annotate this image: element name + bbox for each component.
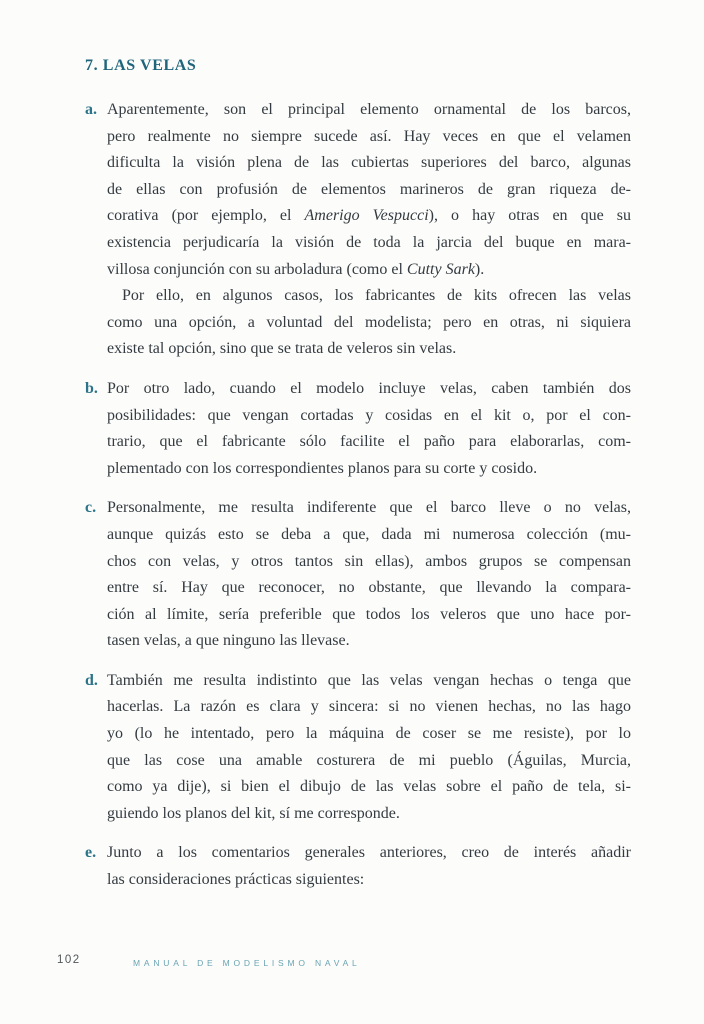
text-line: También me resulta indistinto que las velas vengan hechas o tenga que xyxy=(107,671,631,689)
text-line: existencia perjudicaría la visión de toda la jarcia del buque en mara- xyxy=(107,233,631,251)
text-line: pero realmente no siempre sucede así. Hay veces en que el velamen xyxy=(107,127,631,145)
section-heading: 7. LAS VELAS xyxy=(85,57,197,74)
paragraphs xyxy=(85,97,631,894)
text-line: Por ello, en algunos casos, los fabricantes de kits ofrecen las velas xyxy=(122,287,631,305)
text-line: Por otro lado, cuando el modelo incluye velas, caben también dos xyxy=(107,379,631,397)
text-line: de ellas con profusión de elementos marineros de gran riqueza de- xyxy=(107,180,631,198)
text-line: aunque quizás esto se deba a que, dada mi numerosa colección (mu- xyxy=(107,525,631,543)
text-line: plementado con los correspondientes planos para su corte y cosido. xyxy=(107,459,538,477)
text-line: corativa (por ejemplo, el Amerigo Vespucci), o hay otras en que su xyxy=(107,207,631,225)
text-line: hacerlas. La razón es clara y sincera: si no vienen hechas, no las hago xyxy=(107,698,631,716)
paragraph-label: d. xyxy=(85,671,98,689)
page-content xyxy=(85,56,631,907)
text-line: las consideraciones prácticas siguientes: xyxy=(107,871,365,889)
text-line: tasen velas, a que ninguno las llevase. xyxy=(107,632,350,650)
text-line: dificulta la visión plena de las cubiertas superiores del barco, algunas xyxy=(107,154,631,172)
text-line: Aparentemente, son el principal elemento ornamental de los barcos, xyxy=(107,101,631,118)
book-title: MANUAL DE MODELISMO NAVAL xyxy=(133,958,361,968)
paragraph-label: c. xyxy=(85,499,97,517)
text-line: entre sí. Hay que reconocer, no obstante, que llevando la compara- xyxy=(107,579,631,597)
paragraph-d xyxy=(85,668,631,828)
text-line: yo (lo he intentado, pero la máquina de coser se me resiste), por lo xyxy=(107,725,631,743)
paragraph-label: e. xyxy=(85,844,97,862)
text-line: trario, que el fabricante sólo facilite el paño para elaborarlas, com- xyxy=(107,433,631,451)
text-line: Personalmente, me resulta indiferente que el barco lleve o no velas, xyxy=(107,499,631,517)
text-line: como una opción, a voluntad del modelista; pero en otras, ni siquiera xyxy=(107,313,631,331)
text-line: chos con velas, y otros tantos sin ellas), ambos grupos se compensan xyxy=(107,552,631,570)
paragraph-b xyxy=(85,376,631,482)
paragraph-a xyxy=(85,97,631,363)
text-line: posibilidades: que vengan cortadas y cosidas en el kit o, por el con- xyxy=(107,406,631,424)
text-line: que las cose una amable costurera de mi pueblo (Águilas, Murcia, xyxy=(107,751,631,769)
paragraph-text xyxy=(107,97,631,363)
text-line: como ya dije), si bien el dibujo de las velas sobre el paño de tela, si- xyxy=(107,778,631,796)
text-line: Junto a los comentarios generales anteriores, creo de interés añadir xyxy=(107,844,631,862)
page-footer xyxy=(0,950,704,980)
paragraph-e xyxy=(85,840,631,893)
paragraph-text xyxy=(107,495,631,655)
text-line: guiendo los planos del kit, sí me corresponde. xyxy=(107,804,400,822)
text-line: ción al límite, sería preferible que todos los veleros que uno hace por- xyxy=(107,605,631,623)
paragraph-label: b. xyxy=(85,379,98,397)
paragraph-label: a. xyxy=(85,101,97,118)
page-number: 102 xyxy=(57,954,81,966)
paragraph-text xyxy=(107,840,631,893)
paragraph-c xyxy=(85,495,631,655)
paragraph-text xyxy=(107,376,631,482)
paragraph-text xyxy=(107,668,631,828)
text-line: villosa conjunción con su arboladura (como el Cutty Sark). xyxy=(107,260,485,278)
text-line: existe tal opción, sino que se trata de veleros sin velas. xyxy=(107,340,457,358)
